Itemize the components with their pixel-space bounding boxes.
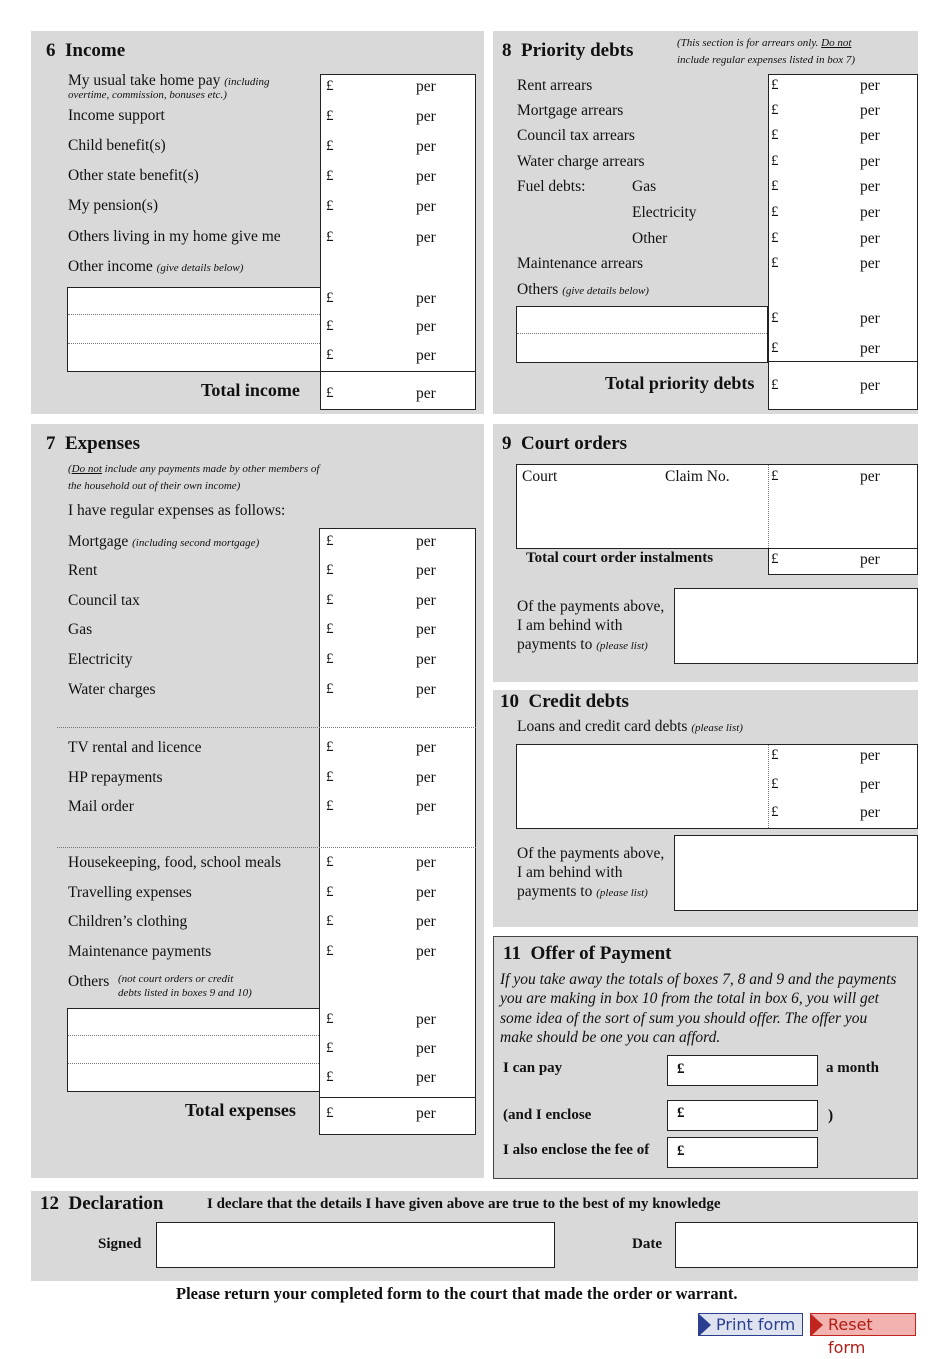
income-row-label: Income support xyxy=(68,107,165,124)
priority-maintenance-label: Maintenance arrears xyxy=(517,255,644,272)
income-take-home-label: My usual take home pay (including xyxy=(68,72,270,89)
expense-label: Travelling expenses xyxy=(68,884,192,901)
signed-label: Signed xyxy=(98,1236,142,1252)
income-amount-column xyxy=(320,74,476,372)
income-take-home-note: overtime, commission, bonuses etc.) xyxy=(68,89,227,101)
credit-behind-input[interactable] xyxy=(674,835,918,911)
expenses-intro: I have regular expenses as follows: xyxy=(68,502,286,519)
arrow-icon xyxy=(811,1314,823,1336)
expenses-total-label: Total expenses xyxy=(185,1100,296,1120)
credit-loans-table[interactable] xyxy=(516,744,918,829)
court-total-box[interactable] xyxy=(768,548,918,575)
offer-a-month-label: a month xyxy=(826,1060,879,1076)
offer-can-pay-label: I can pay xyxy=(503,1060,563,1076)
income-row-label: Others living in my home give me xyxy=(68,228,281,245)
footer-instruction: Please return your completed form to the court that made the order or warrant. xyxy=(176,1284,738,1303)
income-row-label: My pension(s) xyxy=(68,197,158,214)
priority-fuel-label: Fuel debts: xyxy=(517,178,586,195)
court-heading: 9 Court orders xyxy=(502,433,628,454)
income-row-label: Child benefit(s) xyxy=(68,137,166,154)
expense-label: Water charges xyxy=(68,681,156,698)
expense-label: Maintenance payments xyxy=(68,943,212,960)
priority-fuel-item: Other xyxy=(632,230,668,247)
priority-fuel-item: Electricity xyxy=(632,204,697,221)
expense-label: HP repayments xyxy=(68,769,163,786)
offer-enclose-input[interactable] xyxy=(667,1100,818,1131)
expenses-amount-column xyxy=(319,528,476,1098)
claim-no-column-header: Claim No. xyxy=(665,468,730,485)
section-number: 6 xyxy=(46,40,56,61)
income-row-label: Other state benefit(s) xyxy=(68,167,199,184)
expenses-heading: 7 Expenses xyxy=(46,433,140,454)
offer-heading: 11 Offer of Payment xyxy=(503,943,672,964)
date-input[interactable] xyxy=(675,1222,918,1268)
priority-row-label: Council tax arrears xyxy=(517,127,635,144)
expense-label: Gas xyxy=(68,621,93,638)
priority-others-label: Others (give details below) xyxy=(517,281,649,298)
offer-close-paren: ) xyxy=(828,1107,834,1124)
court-currency: £ xyxy=(771,468,779,484)
date-label: Date xyxy=(632,1236,662,1252)
court-per: per xyxy=(860,468,880,485)
priority-row-label: Water charge arrears xyxy=(517,153,645,170)
priority-amount-column xyxy=(768,74,918,362)
expense-label: Council tax xyxy=(68,592,140,609)
credit-heading: 10 Credit debts xyxy=(500,691,629,712)
offer-enclose-label: (and I enclose xyxy=(503,1107,592,1123)
income-heading xyxy=(46,40,125,62)
court-total-label: Total court order instalments xyxy=(526,550,714,566)
income-other-label: Other income (give details below) xyxy=(68,258,244,275)
offer-instructions: If you take away the totals of boxes 7, 8 and 9 and the payments you are making in box 10 from the total in box 6, you will get some idea of the sort of sum you should offer. The offer you make should be one you can afford. xyxy=(500,971,897,1046)
priority-row-label: Mortgage arrears xyxy=(517,102,624,119)
offer-fee-input[interactable] xyxy=(667,1137,818,1168)
offer-can-pay-input[interactable] xyxy=(667,1055,818,1086)
income-total-box[interactable] xyxy=(320,371,476,410)
expense-label: Rent xyxy=(68,562,98,579)
expense-label: Children’s clothing xyxy=(68,913,188,930)
income-other-details-box[interactable] xyxy=(67,287,321,372)
expense-label: TV rental and licence xyxy=(68,739,202,756)
declaration-text: I declare that the details I have given above are true to the best of my knowledge xyxy=(207,1196,721,1212)
declaration-heading: 12 Declaration xyxy=(40,1193,164,1214)
offer-fee-label: I also enclose the fee of xyxy=(503,1142,650,1158)
priority-fuel-item: Gas xyxy=(632,178,657,195)
signed-input[interactable] xyxy=(156,1222,555,1268)
expenses-other-details-box[interactable] xyxy=(67,1008,320,1092)
priority-note: (This section is for arrears only. Do not include regular expenses listed in box 7) xyxy=(677,37,855,66)
expense-others-label: Others xyxy=(68,973,110,990)
priority-total-box[interactable] xyxy=(768,361,918,410)
priority-row-label: Rent arrears xyxy=(517,77,593,94)
expense-label: Housekeeping, food, school meals xyxy=(68,854,282,871)
priority-other-details-box[interactable] xyxy=(516,306,768,363)
print-form-button[interactable]: Print form xyxy=(698,1313,803,1336)
credit-loans-label: Loans and credit card debts (please list) xyxy=(517,718,743,735)
priority-total-label: Total priority debts xyxy=(605,373,755,393)
income-total-label: Total income xyxy=(201,380,300,400)
court-column-header: Court xyxy=(522,468,558,485)
expense-others-note: (not court orders or credit debts listed in boxes 9 and 10) xyxy=(118,973,252,999)
expense-mortgage-label: Mortgage (including second mortgage) xyxy=(68,533,260,550)
credit-behind-label: Of the payments above, I am behind with payments to (please list) xyxy=(517,845,665,900)
court-behind-label: Of the payments above, I am behind with payments to (please list) xyxy=(517,598,665,653)
expenses-total-box[interactable] xyxy=(319,1097,476,1135)
priority-heading: 8 Priority debts xyxy=(502,40,634,61)
expenses-note: (Do not include any payments made by other members of the household out of their own income) xyxy=(68,463,320,492)
expense-label: Mail order xyxy=(68,798,134,815)
expense-label: Electricity xyxy=(68,651,133,668)
court-behind-input[interactable] xyxy=(674,588,918,664)
section-title: Income xyxy=(65,40,126,61)
arrow-icon xyxy=(699,1314,711,1336)
reset-form-button[interactable]: Reset form xyxy=(810,1313,916,1336)
